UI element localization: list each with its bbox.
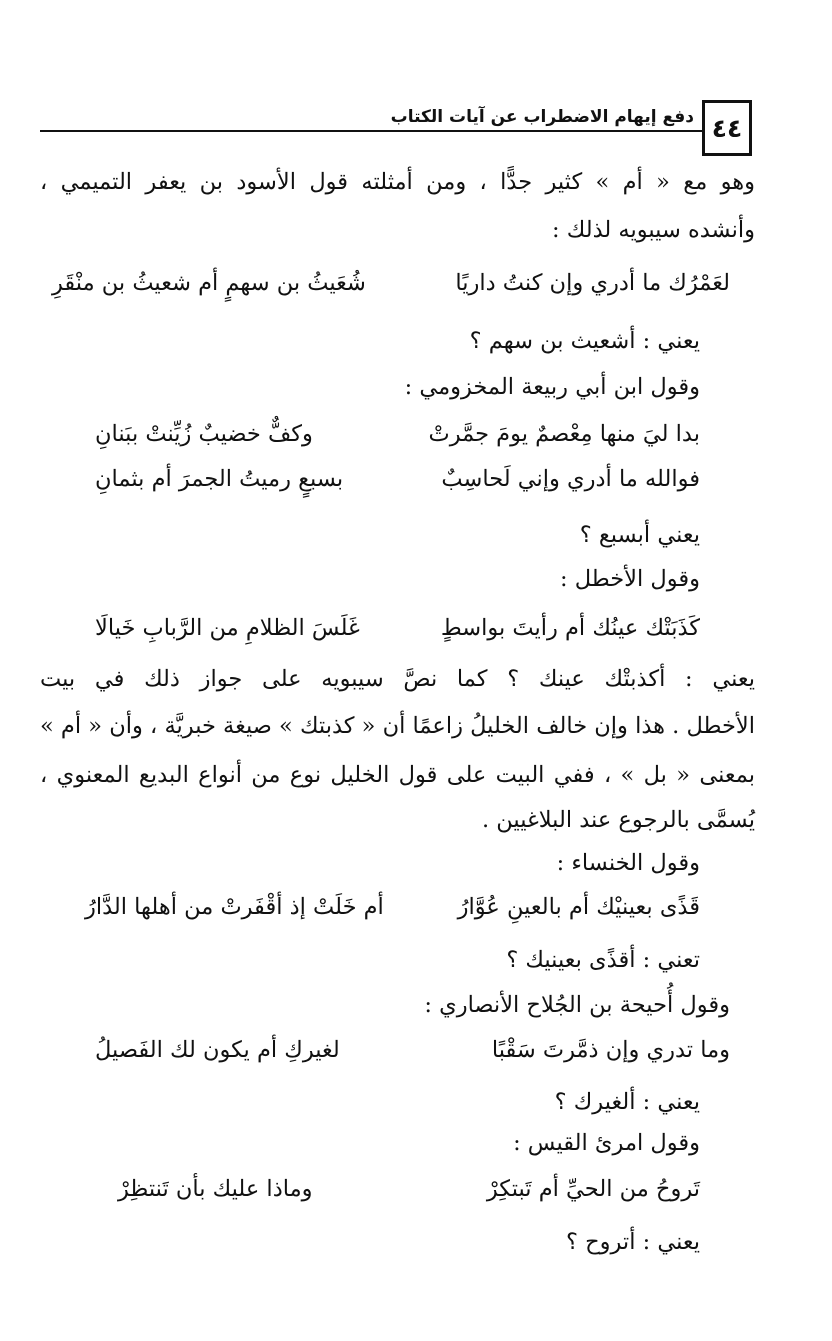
paragraph-line: يعني : أكذبتْك عينك ؟ كما نصَّ سيبويه على جواز ذلك في بيت: [40, 666, 755, 692]
explanation-line: يعني أبسبع ؟: [579, 522, 700, 548]
verse-hemistich-right: لعَمْرُك ما أدري وإن كنتُ داريًا: [455, 270, 730, 296]
paragraph-line: بمعنى « بل » ، ففي البيت على قول الخليل نوع من أنواع البديع المعنوي ،: [40, 762, 755, 788]
verse-hemistich-left: وكفٌّ خضيبٌ زُيِّنتْ ببَنانِ: [95, 421, 313, 447]
explanation-line: تعني : أقذًى بعينيك ؟: [506, 947, 700, 973]
explanation-line: يعني : أتروح ؟: [566, 1229, 700, 1255]
verse-hemistich-left: بسبعٍ رميتُ الجمرَ أم بثمانِ: [95, 466, 344, 492]
verse-hemistich-left: غَلَسَ الظلامِ من الرَّبابِ خَيالَا: [95, 615, 360, 641]
explanation-line: يعني : أشعيث بن سهم ؟: [469, 328, 700, 354]
quote-intro: وقول امرئ القيس :: [513, 1130, 700, 1156]
verse-hemistich-right: بدا ليَ منها مِعْصمٌ يومَ جمَّرتْ: [428, 421, 700, 447]
verse-hemistich-right: فوالله ما أدري وإني لَحاسِبٌ: [441, 466, 700, 492]
paragraph-line: وهو مع « أم » كثير جدًّا ، ومن أمثلته قول الأسود بن يعفر التميمي ،: [40, 169, 755, 195]
paragraph-line: وأنشده سيبويه لذلك :: [552, 217, 755, 243]
header-rule: [40, 130, 702, 132]
verse-hemistich-right: وما تدري وإن ذمَّرتَ سَقْبًا: [491, 1037, 730, 1063]
quote-intro: وقول الأخطل :: [560, 566, 700, 592]
quote-intro: وقول أُحيحة بن الجُلاح الأنصاري :: [424, 992, 730, 1018]
verse-hemistich-left: لغيركِ أم يكون لك الفَصيلُ: [95, 1037, 340, 1063]
explanation-line: يعني : ألغيرك ؟: [554, 1089, 700, 1115]
running-title: دفع إيهام الاضطراب عن آيات الكتاب: [390, 107, 694, 127]
verse-hemistich-left: أم خَلَتْ إذ أقْفَرتْ من أهلها الدَّارُ: [85, 894, 384, 920]
verse-hemistich-right: تَروحُ من الحيِّ أم تَبتكِرْ: [486, 1176, 700, 1202]
paragraph-line: الأخطل . هذا وإن خالف الخليلُ زاعمًا أن « كذبتك » صيغة خبريَّة ، وأن « أم »: [40, 713, 755, 739]
verse-hemistich-left: شُعَيثُ بن سهمٍ أم شعيثُ بن منْقَرِ: [52, 270, 366, 296]
page-number: ٤٤: [702, 100, 752, 156]
quote-intro: وقول الخنساء :: [556, 850, 700, 876]
quote-intro: وقول ابن أبي ربيعة المخزومي :: [404, 374, 700, 400]
verse-hemistich-right: قَذًى بعينيْك أم بالعينِ عُوَّارُ: [457, 894, 700, 920]
paragraph-line: يُسمَّى بالرجوع عند البلاغيين .: [481, 807, 755, 833]
verse-hemistich-left: وماذا عليك بأن تَنتظِرْ: [118, 1176, 313, 1202]
verse-hemistich-right: كَذَبَتْك عينُك أم رأيتَ بواسطٍ: [440, 615, 700, 641]
